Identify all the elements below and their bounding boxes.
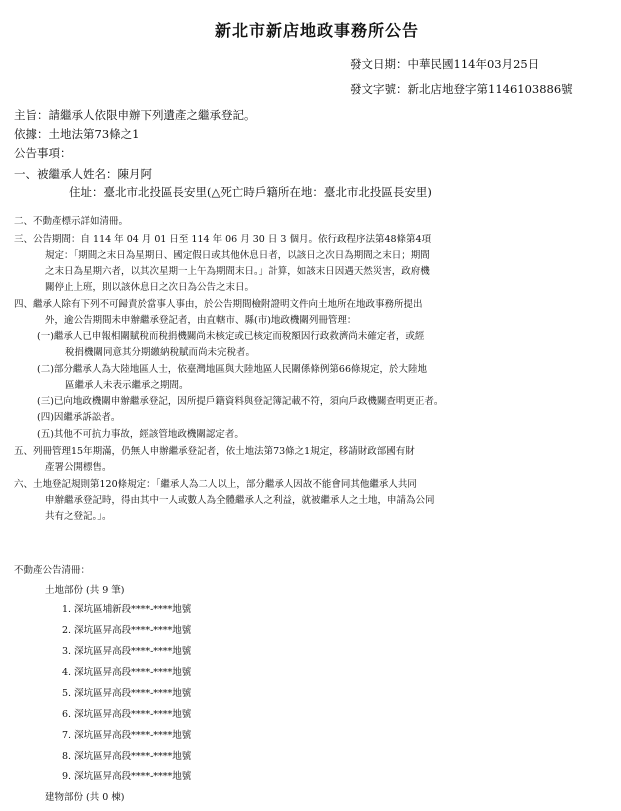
item-3-line-3: 之末日為星期六者，以其次星期一上午為期間末日。」計算，如該末日因遇天然災害，政府機 <box>45 266 430 277</box>
land-item: 4. 深坑區昇高段****-****地號 <box>62 667 192 678</box>
item-6-line-2: 申辦繼承登記時，得由其中一人或數人為全體繼承人之利益，就被繼承人之土地，申請為公同 <box>45 495 435 506</box>
land-item: 7. 深坑區昇高段****-****地號 <box>62 730 192 741</box>
land-item: 2. 深坑區昇高段****-****地號 <box>62 625 192 636</box>
land-item: 5. 深坑區昇高段****-****地號 <box>62 688 192 699</box>
land-item: 3. 深坑區昇高段****-****地號 <box>62 646 192 657</box>
subject-line: 主旨：請繼承人依限申辦下列遺產之繼承登記。 <box>14 108 256 122</box>
item-4-line-1: 四、繼承人除有下列不可歸責於當事人事由，於公告期間檢附證明文件向土地所在地政事務所提出 <box>14 299 423 310</box>
notice-heading: 公告事項： <box>14 146 72 160</box>
item-4-line-2: 外，逾公告期間未申辦繼承登記者，由直轄市、縣(市)地政機關列冊管理： <box>45 315 357 326</box>
item-4-sub-5: (五)其他不可抗力事故，經該管地政機關認定者。 <box>37 429 244 440</box>
decedent-name: 一、被繼承人姓名：陳月阿 <box>14 167 152 181</box>
land-item: 8. 深坑區昇高段****-****地號 <box>62 751 192 762</box>
land-heading: 土地部份 (共 9 筆) <box>45 585 125 596</box>
item-4-sub-2-line-1: (二)部分繼承人為大陸地區人士，依臺灣地區與大陸地區人民關係條例第66條規定，於大陸地 <box>37 364 428 375</box>
item-4-sub-3: (三)已向地政機關申辦繼承登記，因所提戶籍資料與登記簿記載不符，須向戶政機關查明更正者。 <box>37 396 444 407</box>
building-heading: 建物部份 (共 0 棟) <box>45 792 125 803</box>
item-5-line-2: 產署公開標售。 <box>45 462 112 473</box>
item-3-line-2: 規定：「期間之末日為星期日、國定假日或其他休息日者，以該日之次日為期間之末日；期間 <box>45 250 430 261</box>
item-2: 二、不動產標示詳如清冊。 <box>14 216 129 227</box>
basis-line: 依據：土地法第73條之1 <box>14 127 140 141</box>
item-3-line-4: 關停止上班，則以該休息日之次日為公告之末日。 <box>45 282 255 293</box>
item-4-sub-4: (四)因繼承訴訟者。 <box>37 412 121 423</box>
property-list-heading: 不動產公告清冊： <box>14 565 91 576</box>
item-4-sub-1-line-1: (一)繼承人已申報相關賦稅而稅捐機關尚未核定或已核定而稅額因行政救濟尚未確定者，或經 <box>37 331 425 342</box>
decedent-address: 住址：臺北市北投區長安里(△死亡時戶籍所在地：臺北市北投區長安里) <box>69 185 432 199</box>
land-item: 9. 深坑區昇高段****-****地號 <box>62 771 192 782</box>
item-4-sub-2-line-2: 區繼承人未表示繼承之期間。 <box>65 380 189 391</box>
land-item: 1. 深坑區埔新段****-****地號 <box>62 604 192 615</box>
item-6-line-1: 六、土地登記規則第120條規定：「繼承人為二人以上，部分繼承人因故不能會同其他繼承人共同 <box>14 479 417 490</box>
issue-date: 發文日期：中華民國114年03月25日 <box>350 57 540 71</box>
land-item: 6. 深坑區昇高段****-****地號 <box>62 709 192 720</box>
issue-number: 發文字號：新北店地登字第1146103886號 <box>350 82 573 96</box>
item-5-line-1: 五、列冊管理15年期滿，仍無人申辦繼承登記者，依土地法第73條之1規定，移請財政部國有財 <box>14 446 415 457</box>
item-6-line-3: 共有之登記。」。 <box>45 511 112 522</box>
item-4-sub-1-line-2: 稅捐機關同意其分期繳納稅賦而尚未完稅者。 <box>65 347 256 358</box>
item-3-line-1: 三、公告期間：自 114 年 04 月 01 日至 114 年 06 月 30 日 3 個月。依行政程序法第48條第4項 <box>14 234 432 245</box>
page-title: 新北市新店地政事務所公告 <box>215 21 420 40</box>
